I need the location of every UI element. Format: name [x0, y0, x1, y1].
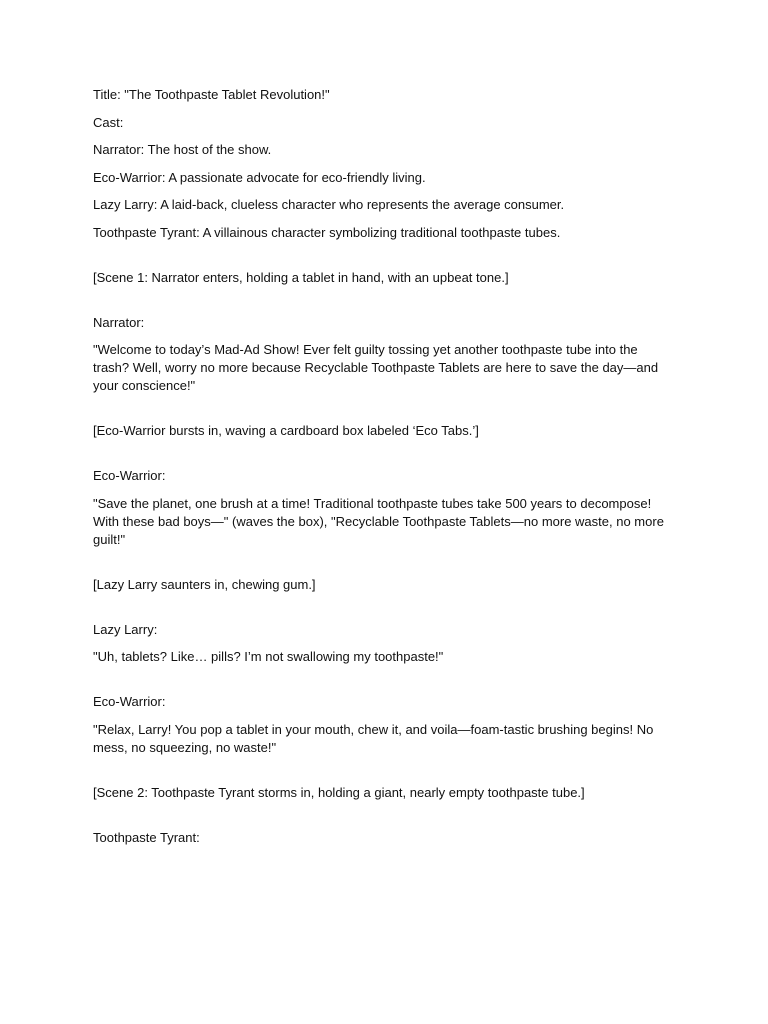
speaker-lazy-larry: Lazy Larry:	[93, 621, 158, 637]
cast-eco-warrior: Eco-Warrior: A passionate advocate for eco-friendly living.	[93, 169, 426, 185]
speaker-eco-warrior-2: Eco-Warrior:	[93, 694, 166, 709]
dialogue-eco-warrior: "Save the planet, one brush at a time! Traditional toothpaste tubes take 500 years to decompose! With these bad boys—" (waves the box), "Recyclable Toothpaste Tablets—no more waste, no more guilt!"	[93, 495, 664, 547]
dialogue-narrator: "Welcome to today’s Mad-Ad Show! Ever felt guilty tossing yet another toothpaste tube into the trash? Well, worry no more because Recyclable Toothpaste Tablets are here to save the day—and your conscience!"	[93, 342, 659, 393]
cast-lazy-larry: Lazy Larry: A laid-back, clueless character who represents the average consumer.	[93, 197, 565, 212]
stage-direction-scene-2: [Scene 2: Toothpaste Tyrant storms in, holding a giant, nearly empty toothpaste tube.]	[93, 784, 585, 800]
speaker-narrator: Narrator:	[93, 314, 145, 330]
speaker-toothpaste-tyrant: Toothpaste Tyrant:	[93, 829, 200, 845]
dialogue-lazy-larry: "Uh, tablets? Like… pills? I’m not swallowing my toothpaste!"	[93, 649, 444, 664]
document-body	[93, 86, 673, 856]
cast-toothpaste-tyrant: Toothpaste Tyrant: A villainous character symbolizing traditional toothpaste tubes.	[93, 224, 561, 240]
stage-direction-scene-1: [Scene 1: Narrator enters, holding a tablet in hand, with an upbeat tone.]	[93, 269, 509, 285]
cast-heading: Cast:	[93, 114, 124, 130]
cast-narrator: Narrator: The host of the show.	[93, 142, 272, 157]
dialogue-eco-warrior-2: "Relax, Larry! You pop a tablet in your mouth, chew it, and voila—foam-tastic brushing begins! No mess, no squeezing, no waste!"	[93, 721, 654, 755]
speaker-eco-warrior: Eco-Warrior:	[93, 468, 166, 483]
script-title: Title: "The Toothpaste Tablet Revolution!"	[93, 87, 330, 102]
stage-direction-lazy-larry-enters: [Lazy Larry saunters in, chewing gum.]	[93, 576, 316, 592]
stage-direction-eco-warrior-enters: [Eco-Warrior bursts in, waving a cardboard box labeled ‘Eco Tabs.’]	[93, 423, 479, 438]
